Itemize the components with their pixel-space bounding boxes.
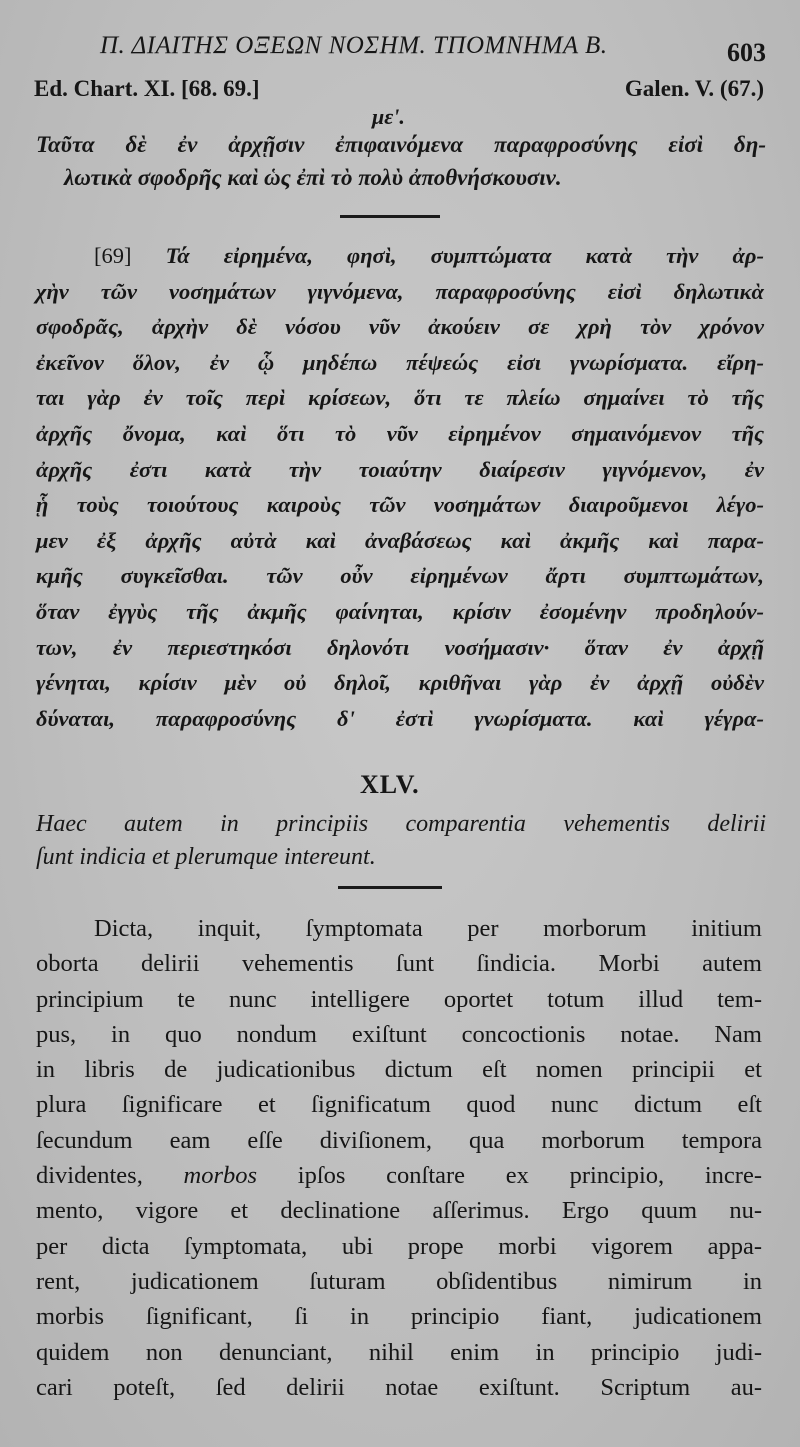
greek-commentary-line: σφοδρᾶς, ἀρχὴν δὲ νόσου νῦν ἀκούειν σε χρὴ τὸν χρόνον [36,314,764,340]
greek-commentary-line: χὴν τῶν νοσημάτων γιγνόμενα, παραφροσύνης εἰσὶ δηλωτικὰ [36,278,764,304]
greek-commentary-line: ὅταν ἐγγὺς τῆς ἀκμῆς φαίνηται, κρίσιν ἐσομένην προδηλούν- [36,598,764,624]
latin-aphorism [36,808,766,874]
latin-commentary-line: plura ſignificare et ſignificatum quod nunc dictum eſt [36,1091,762,1119]
greek-commentary-line: κμῆς συγκεῖσθαι. τῶν οὖν εἰρημένων ἄρτι συμπτωμάτων, [36,563,764,589]
latin-aphorism-line: ſunt indicia et plerumque intereunt. [36,844,376,870]
running-title: Π. ΔΙΑΙΤΗΣ ΟΞΕΩΝ ΝΟΣΗΜ. ΤΠΟΜΝΗΜΑ Β. [100,32,608,59]
greek-commentary-line: ἀρχῆς ἐστι κατὰ τὴν τοιαύτην διαίρεσιν γιγνόμενον, ἐν [36,456,764,482]
latin-commentary-line: mento, vigore et declinatione aſſerimus. Ergo quum nu- [36,1197,762,1225]
latin-aphorism-line: Haec autem in principiis comparentia vehementis delirii [36,811,766,837]
greek-aphorism [36,128,766,194]
greek-commentary-line: ται γὰρ ἐν τοῖς περὶ κρίσεων, ὅτι τε πλείω σημαίνει τὸ τῆς [36,385,764,411]
latin-commentary-line: pus, in quo nondum exiſtunt concoctionis notae. Nam [36,1020,762,1048]
greek-commentary [36,238,764,736]
latin-commentary-line: principium te nunc intelligere oportet totum illud tem- [36,985,762,1013]
chartier-edition-reference: Ed. Chart. XI. [68. 69.] [34,76,260,101]
latin-commentary-line: cari poteſt, ſed delirii notae exiſtunt. Scriptum au- [36,1373,762,1401]
latin-commentary [36,911,762,1405]
emphasized-word: morbos [183,1162,258,1190]
greek-commentary-line: δύναται, παραφροσύνης δ' ἐστὶ γνωρίσματα. καὶ γέγρα- [36,705,764,731]
greek-commentary-line: μεν ἐξ ἀρχῆς αὐτὰ καὶ ἀναβάσεως καὶ ἀκμῆς καὶ παρα- [36,527,764,553]
greek-aphorism-number: με'. [372,104,405,129]
latin-commentary-line: ſecundum eam eſſe diviſionem, qua morborum tempora [36,1126,762,1154]
page-number: 603 [727,38,766,67]
latin-commentary-line: Dicta, inquit, ſymptomata per morborum initium [94,915,762,942]
running-header [0,32,800,66]
greek-commentary-line: γένηται, κρίσιν μὲν οὐ δηλοῖ, κριθῆναι γὰρ ἐν ἀρχῇ οὐδὲν [36,670,764,696]
latin-commentary-line: quidem non denunciant, nihil enim in principio judi- [36,1338,762,1366]
section-divider [340,215,440,218]
greek-commentary-line: ἐκεῖνον ὅλον, ἐν ᾧ μηδέπω πέψεώς εἰσι γνωρίσματα. εἴρη- [36,349,764,375]
greek-commentary-line: ᾗ τοὺς τοιούτους καιροὺς τῶν νοσημάτων διαιροῦμενοι λέγο- [36,492,764,518]
page-bracket-marker: [69] [94,243,132,268]
section-divider [338,886,442,889]
latin-commentary-line: morbis ſignificant, ſi in principio fiant, judicationem [36,1303,762,1331]
latin-commentary-line: oborta delirii vehementis ſunt ſindicia. Morbi autem [36,950,762,978]
latin-commentary-line: rent, judicationem ſuturam obſidentibus nimirum in [36,1267,762,1295]
kuhn-edition-reference: Galen. V. (67.) [624,76,764,101]
greek-commentary-line: ἀρχῆς ὄνομα, καὶ ὅτι τὸ νῦν εἰρημένον σημαινόμενον τῆς [36,420,764,446]
greek-commentary-line: των, ἐν περιεστηκόσι δηλονότι νοσήμασιν· ὅταν ἐν ἀρχῇ [36,634,764,660]
greek-aphorism-line: λωτικὰ σφοδρῆς καὶ ὡς ἐπὶ τὸ πολὺ ἀποθνήσκουσιν. [64,165,562,190]
greek-aphorism-line: Ταῦτα δὲ ἐν ἀρχῇσιν ἐπιφαινόμενα παραφροσύνης εἰσὶ δη- [36,132,766,157]
edition-reference-line [34,76,764,104]
latin-commentary-line: per dicta ſymptomata, ubi prope morbi vigorem appa- [36,1232,762,1260]
latin-aphorism-numeral: XLV. [360,770,420,799]
latin-commentary-line: in libris de judicationibus dictum eſt nomen principii et [36,1056,762,1084]
greek-commentary-line: Τά εἰρημένα, φησὶ, συμπτώματα κατὰ τὴν ἀρ- [165,243,764,268]
latin-commentary-line: dividentes, morbos ipſos conſtare ex principio, incre- [36,1162,762,1190]
greek-commentary-first-line [36,238,764,274]
